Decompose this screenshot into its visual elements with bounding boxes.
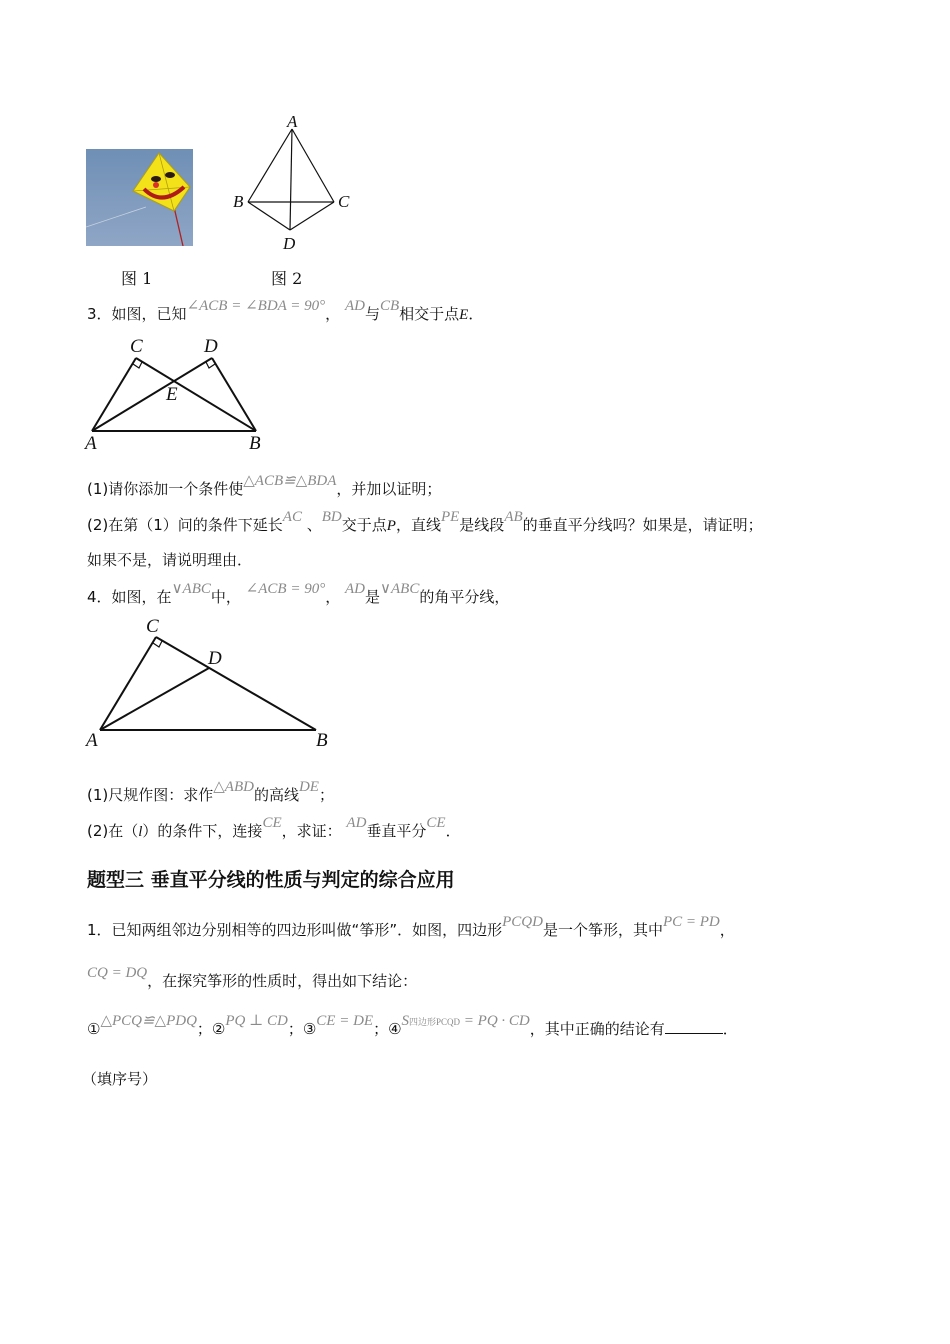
q4-label-b: B (316, 730, 328, 751)
kite-photo (86, 149, 193, 246)
s1-statement: 1．已知两组邻边分别相等的四边形叫做“筝形”．如图，四边形PCQD是一个筝形，其中PC = PD， (87, 914, 735, 939)
q3-part-2: (2)在第（1）问的条件下延长AC 、BD交于点P，直线PE是线段AB的垂直平分线吗？如果是，请证明； (87, 509, 763, 534)
q4-statement: 4．如图，在∨ABC中， ∠ACB = 90°， AD是∨ABC的角平分线， (87, 581, 510, 606)
q4-label-a: A (86, 730, 98, 751)
answer-blank[interactable] (665, 1019, 723, 1034)
q3-diagram (84, 336, 274, 456)
s1-note: （填序号） (82, 1070, 158, 1088)
fig2-label-c: C (338, 192, 350, 211)
q4-diagram (84, 616, 334, 752)
q4-label-c: C (146, 616, 159, 637)
q4-label-d: D (208, 648, 222, 669)
q3-label-e: E (166, 384, 178, 405)
q3-label-d: D (204, 336, 218, 357)
section-heading: 题型三 垂直平分线的性质与判定的综合应用 (87, 869, 455, 891)
q4-part-1: (1)尺规作图：求作△ABD的高线DE； (87, 779, 334, 804)
q4-part-2: (2)在（l）的条件下，连接CE，求证： AD垂直平分CE． (87, 815, 461, 840)
figure-2-diagram (230, 112, 355, 257)
q3-label-c: C (130, 336, 143, 357)
fig2-label-a: A (287, 112, 298, 131)
fig2-label-d: D (283, 234, 296, 253)
q3-label-a: A (85, 433, 97, 454)
s1-line-2: CQ = DQ，在探究筝形的性质时，得出如下结论： (87, 965, 418, 990)
fig2-label-b: B (233, 192, 244, 211)
s1-conclusions: ①△PCQ≌△PDQ；②PQ ⊥ CD；③CE = DE；④S四边形PCQD = PQ · CD，其中正确的结论有 ． (87, 1013, 738, 1038)
q3-part-1: (1)请你添加一个条件使△ACB≌△BDA，并加以证明； (87, 473, 442, 498)
figure-2-caption: 图 2 (271, 269, 303, 288)
q3-statement: 3．如图，已知∠ACB = ∠BDA = 90°， AD与CB相交于点E． (87, 298, 484, 323)
q3-label-b: B (249, 433, 261, 454)
figure-1-caption: 图 1 (121, 269, 153, 288)
q3-part-2-continued: 如果不是，请说明理由． (87, 551, 253, 569)
